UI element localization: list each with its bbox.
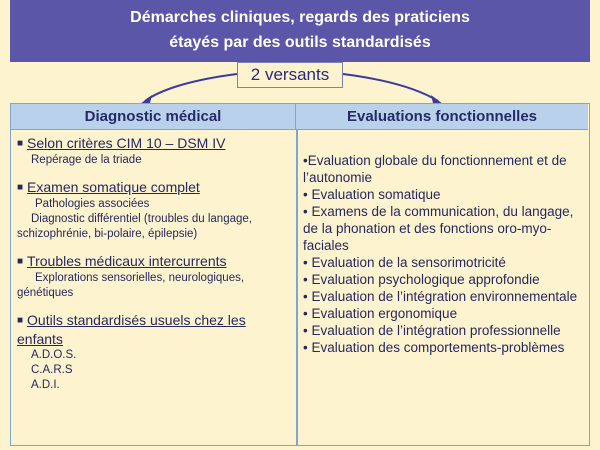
section-line: génétiques [17,287,74,299]
section-line: Pathologies associées [35,198,150,210]
evaluation-item: • Evaluation de la sensorimotricité [303,255,506,270]
header-evaluations-fonctionnelles: Evaluations fonctionnelles [296,104,588,130]
square-bullet-icon: ■ [17,315,24,326]
section-line: A.D.O.S. [31,349,77,361]
evaluation-item: • Evaluation psychologique approfondie [303,272,540,287]
arrow-right [343,74,438,101]
section-title: Outils standardisés usuels chez les enfants [17,312,246,347]
title-line-2: étayés par des outils standardisés [169,34,431,51]
section-line: schizophrénie, bi-polaire, épilepsie) [17,228,198,240]
arrow-left [145,74,237,101]
square-bullet-icon: ■ [17,138,24,149]
section-line: A.D.I. [31,379,60,391]
right-column [303,152,588,356]
comparison-table [10,103,590,446]
section-line: Explorations sensorielles, neurologiques, [35,272,245,284]
evaluation-item: • Evaluation de l’intégration professionnelle [303,323,561,338]
section-title: Troubles médicaux intercurrents [27,253,227,269]
section-troubles [17,252,292,301]
section-outils [17,311,292,393]
versants-box: 2 versants [237,62,343,88]
section-criteres [17,134,292,168]
section-line: C.A.R.S [31,364,73,376]
section-title: Selon critères CIM 10 – DSM IV [27,135,226,151]
header-diagnostic-medical: Diagnostic médical [11,104,296,130]
square-bullet-icon: ■ [17,182,24,193]
evaluation-item: • Evaluation somatique [303,187,441,202]
evaluation-item: •Evaluation globale du fonctionnement et de l’autonomie [303,153,567,185]
section-line: Repérage de la triade [31,154,142,166]
title-line-1: Démarches cliniques, regards des praticiens [130,9,470,26]
evaluation-item: • Evaluation ergonomique [303,306,458,321]
section-line: Diagnostic différentiel (troubles du langage, [31,213,252,225]
column-divider [296,130,298,445]
evaluation-item: • Evaluation de l’intégration environnementale [303,289,578,304]
section-examen [17,178,292,242]
left-column [17,134,292,403]
arrows-graphic [0,0,600,110]
evaluation-item: • Examens de la communication, du langage, de la phonation et des fonctions oro-myo-faciales [303,204,574,253]
evaluation-item: • Evaluation des comportements-problèmes [303,340,565,355]
square-bullet-icon: ■ [17,256,24,267]
section-title: Examen somatique complet [27,179,200,195]
